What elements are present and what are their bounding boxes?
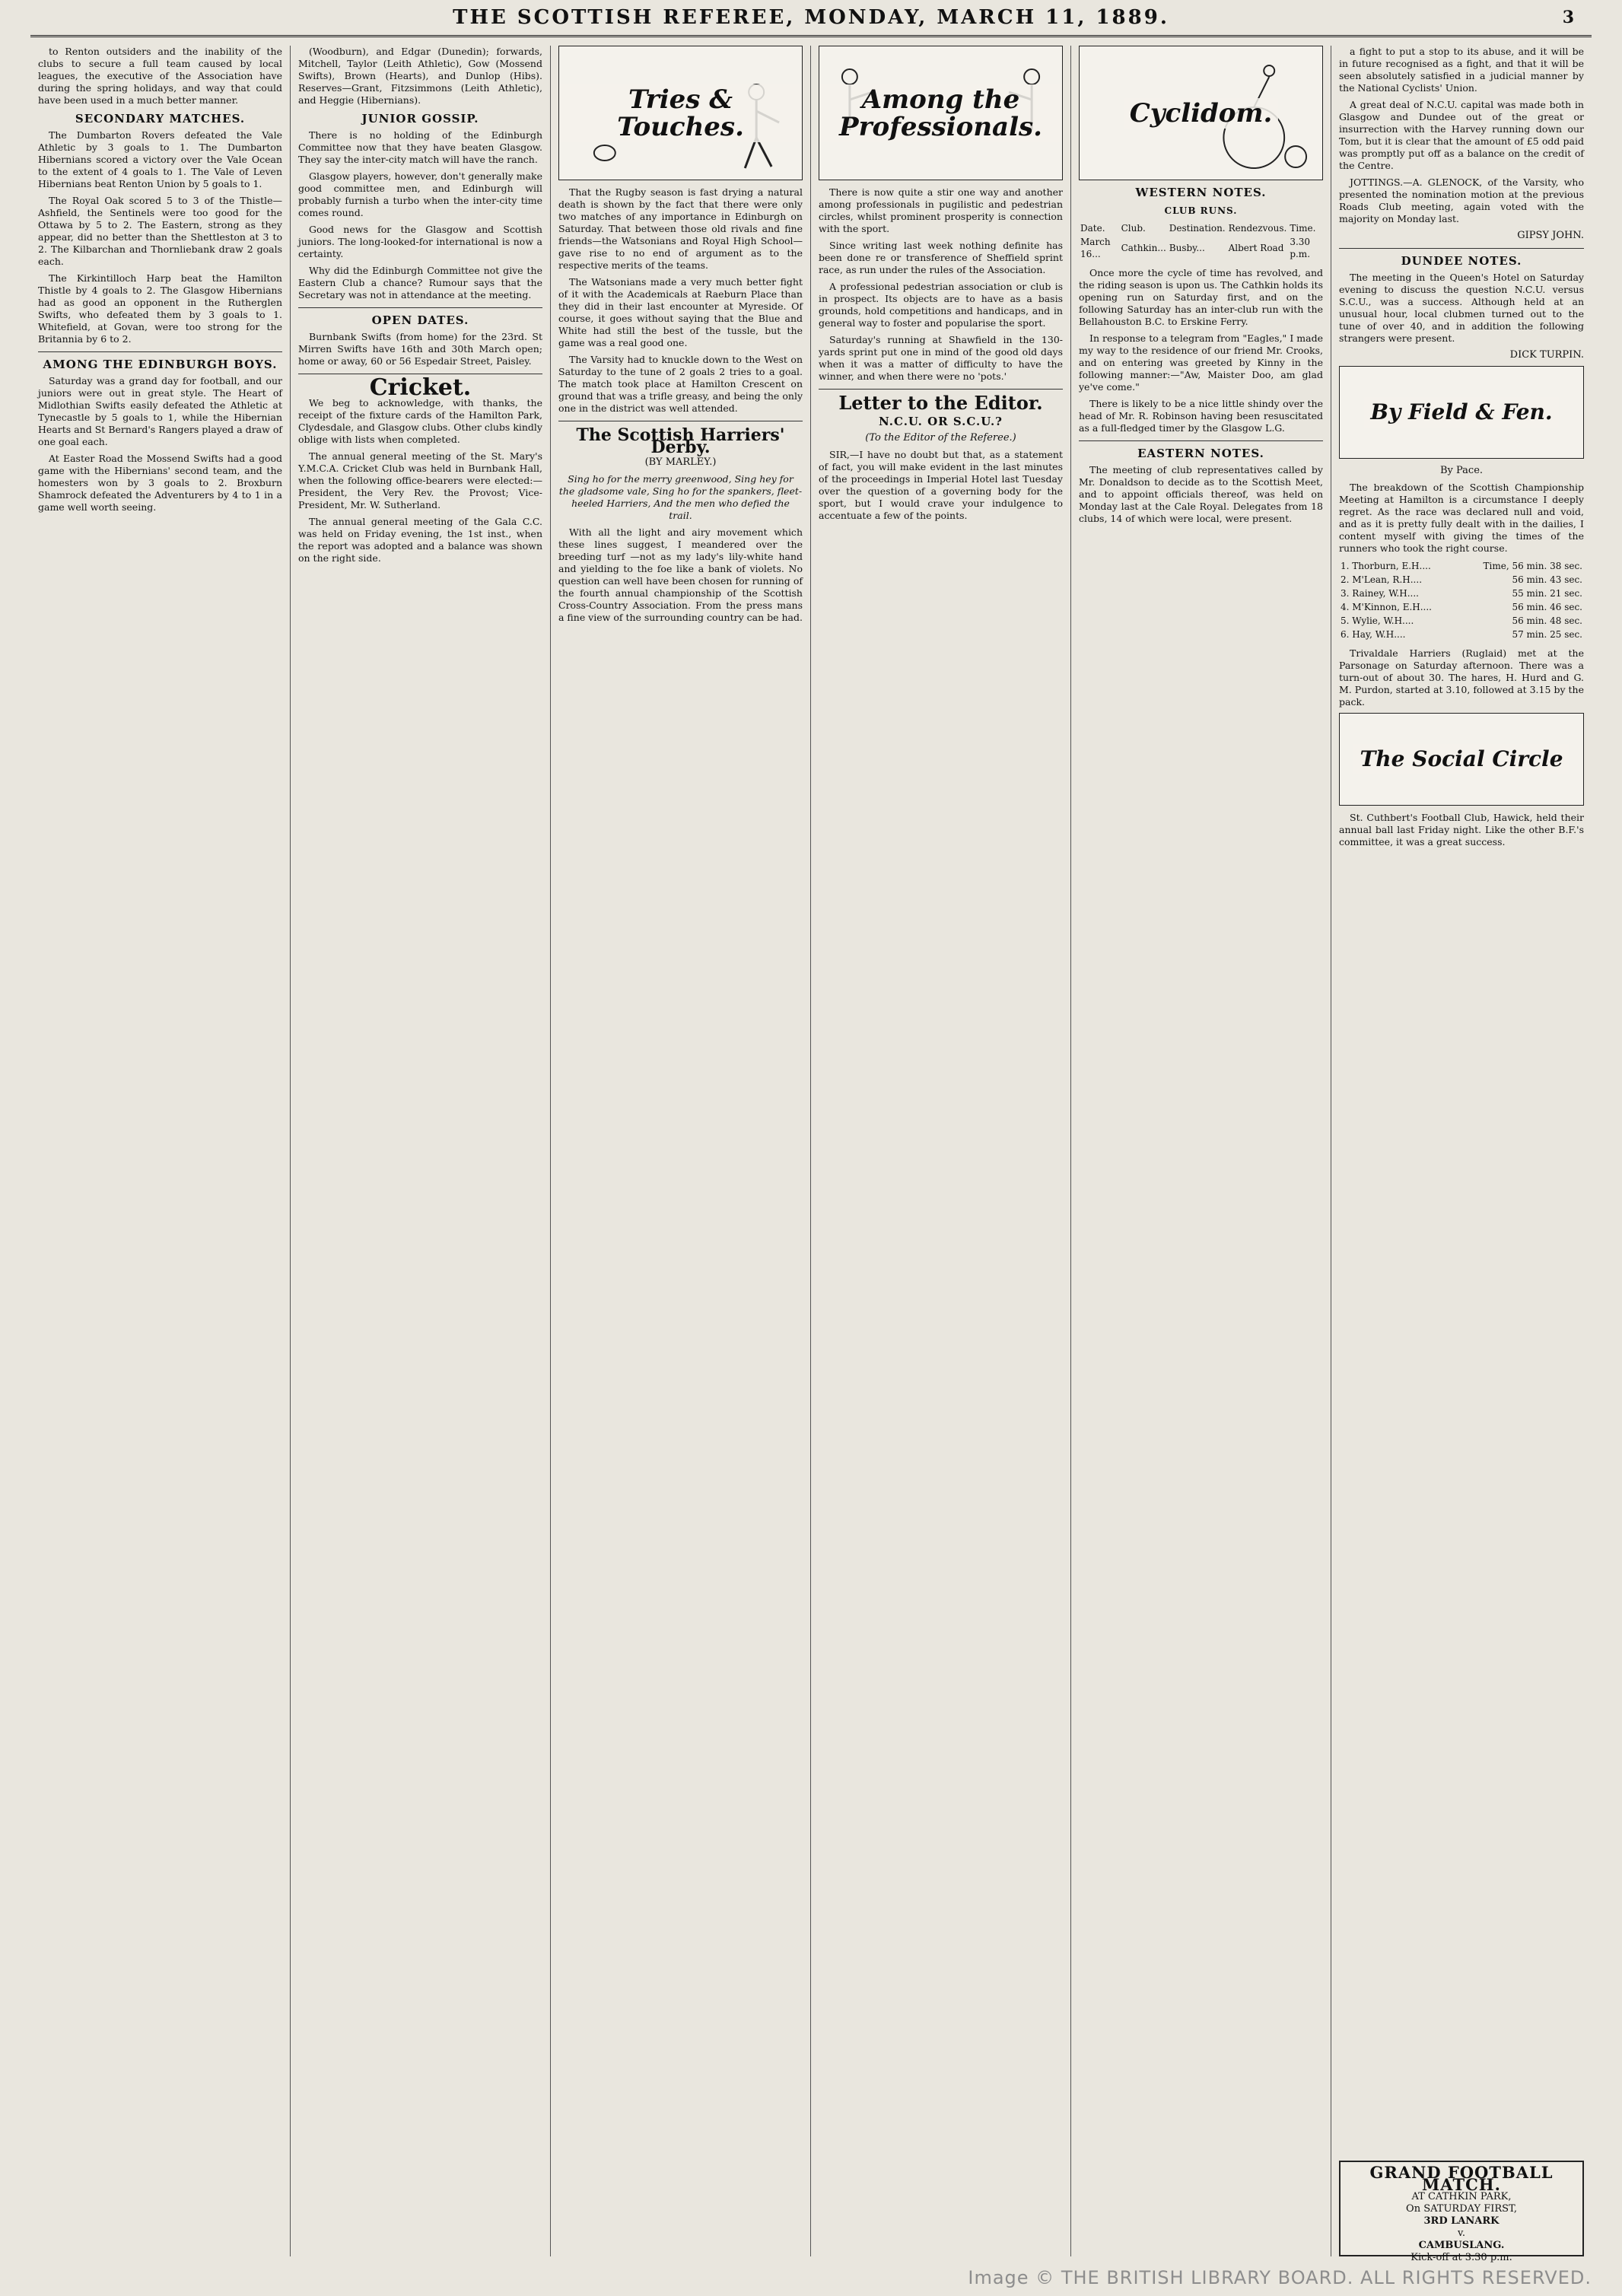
table-cell: 3. Rainey, W.H.... (1341, 588, 1419, 599)
column-5 (1071, 46, 1331, 2256)
article-paragraph: The meeting of club representatives called by Mr. Donaldson to decide as to the Scottish Meet, and to appoint officials thereof, was held on Monday last at the Cale Royal. Delegates from 18 clubs, 14 of which were local, were present. (1079, 464, 1323, 524)
professionals-banner (819, 46, 1063, 180)
article-paragraph: That the Rugby season is fast drying a natural death is shown by the fact that there were only two matches of any importance in Edinburgh on Saturday. That between those old rivals and fine friends—the Watsonians and Royal High School—gave rise to no end of argument as to the respective merits of the teams. (558, 186, 803, 271)
section-heading: DUNDEE NOTES. (1401, 254, 1522, 268)
club-runs-table (1079, 221, 1323, 261)
article-paragraph: Since writing last week nothing definite has been done re or transference of Sheffield sprint race, as run under the rules of the Association. (819, 240, 1063, 275)
article-paragraph: The meeting in the Queen's Hotel on Saturday evening to discuss the question N.C.U. versus S.C.U., was a success. Although held at an unusual hour, local clubmen turned out to the tune of over 40, and in addition the following strangers were present. (1339, 272, 1584, 344)
article-paragraph: There is no holding of the Edinburgh Committee now that they have beaten Glasgow. They say the inter-city match will have the ranch. (298, 129, 542, 165)
table-row (1339, 559, 1584, 573)
signature: GIPSY JOHN. (1517, 230, 1584, 241)
article-paragraph: The Varsity had to knuckle down to the West on Saturday to the tune of 2 goals 2 tries to a goal. The match took place at Hamilton Crescent on ground that was a trifle greasy, and being the only one in the district was well attended. (558, 354, 803, 414)
article-paragraph: In response to a telegram from "Eagles," I made my way to the residence of our friend Mr. Crooks, and on entering was greeted by Kinny in the following manner:—"Aw, Maister Doo, am glad ye've come." (1079, 332, 1323, 393)
table-row (1339, 573, 1584, 587)
copyright-footer: Image © THE BRITISH LIBRARY BOARD. ALL RIGHTS RESERVED. (968, 2267, 1592, 2288)
table-cell: 57 min. 25 sec. (1512, 629, 1582, 640)
divider (298, 307, 542, 308)
divider (1339, 248, 1584, 249)
table-row (1339, 614, 1584, 628)
article-paragraph: Once more the cycle of time has revolved, and the riding season is upon us. The Cathkin holds its opening run on Saturday first, and on the following Saturday has an inter-club run with the Bellahouston B.C. to Erskine Ferry. (1079, 267, 1323, 327)
article-heading: The Scottish Harriers' Derby. (576, 425, 785, 457)
football-match-advert (1339, 2161, 1584, 2263)
cricket-heading: Cricket. (369, 374, 472, 401)
column-2 (291, 46, 551, 2256)
table-cell: 4. M'Kinnon, E.H.... (1341, 602, 1432, 612)
advert-line: AT CATHKIN PARK, (1411, 2191, 1512, 2202)
results-table (1339, 559, 1584, 641)
section-heading: SECONDARY MATCHES. (75, 112, 246, 126)
table-cell: 3.30 p.m. (1290, 237, 1311, 259)
article-paragraph: The annual general meeting of the Gala C.C. was held on Friday evening, the 1st inst., when the report was adopted and a balance was shown on the right side. (298, 516, 542, 564)
table-header-cell: Destination. (1169, 223, 1226, 234)
article-paragraph: The Kirkintilloch Harp beat the Hamilton Thistle by 4 goals to 2. The Glasgow Hibernians had as good an opponent in the Rutherglen Swifts, who defeated them by 3 goals to 1. Whitefield, at Govan, were too strong for the Britannia by 6 to 2. (38, 272, 282, 345)
article-paragraph: The Dumbarton Rovers defeated the Vale Athletic by 3 goals to 1. The Dumbarton Hibernians scored a victory over the Vale Ocean to the extent of 4 goals to 1. The Vale of Leven Hibernians beat Renton Union by 5 goals to 1. (38, 129, 282, 189)
section-subheading: CLUB RUNS. (1164, 205, 1238, 216)
masthead-title: THE SCOTTISH REFEREE, MONDAY, MARCH 11, 1889. (453, 6, 1169, 29)
banner-title: The Social Circle (1353, 744, 1569, 774)
section-heading: WESTERN NOTES. (1135, 186, 1267, 199)
table-cell: 2. M'Lean, R.H.... (1341, 574, 1423, 585)
letter-subheading: N.C.U. OR S.C.U.? (879, 415, 1003, 428)
article-paragraph: There is now quite a stir one way and another among professionals in pugilistic and pedestrian circles, whilst prominent prosperity is connection with the sport. (819, 186, 1063, 234)
table-cell: Cathkin... (1121, 243, 1166, 253)
letter-salutation: (To the Editor of the Referee.) (865, 432, 1016, 444)
table-cell: 56 min. 48 sec. (1512, 615, 1582, 626)
table-header-cell: Time. (1290, 223, 1316, 234)
masthead (30, 0, 1592, 37)
article-paragraph: The Royal Oak scored 5 to 3 of the Thistle—Ashfield, the Sentinels were too good for the Ottawa by 5 to 2. The Eastern, strong as they appear, did no better than the Shettleston at 3 to 2. The Kilbarchan and Thornliebank draw 2 goals each. (38, 195, 282, 267)
advert-line: 3RD LANARK (1423, 2215, 1500, 2227)
byline: By Pace. (1439, 465, 1484, 476)
table-cell: Busby... (1169, 243, 1205, 253)
table-cell: 5. Wylie, W.H.... (1341, 615, 1414, 626)
article-paragraph: Good news for the Glasgow and Scottish juniors. The long-looked-for international is now a certainty. (298, 224, 542, 259)
article-paragraph: a fight to put a stop to its abuse, and it will be in future recognised as a fight, and that it will be seen absolutely satisfied in a judicial manner by the National Cyclists' Union. (1339, 46, 1584, 94)
cyclidom-banner (1079, 46, 1323, 180)
column-4 (811, 46, 1071, 2256)
table-cell: 55 min. 21 sec. (1512, 588, 1582, 599)
article-paragraph: Glasgow players, however, don't generally make good committee men, and Edinburgh will probably furnish a turbo when the inter-city time comes round. (298, 170, 542, 218)
banner-title: Tries & Touches. (559, 84, 802, 142)
table-cell: 56 min. 46 sec. (1512, 602, 1582, 612)
table-header-cell: Rendezvous. (1228, 223, 1287, 234)
divider (819, 389, 1063, 390)
table-header-cell: Date. (1080, 223, 1105, 234)
article-paragraph: (Woodburn), and Edgar (Dunedin); forwards, Mitchell, Taylor (Leith Athletic), Gow (Mossend Swifts), Brown (Hearts), and Dunlop (Hibs). Reserves—Grant, Fitzsimmons (Leith Athletic), and Heggie (Hibernians). (298, 46, 542, 106)
poem-text: Sing ho for the merry greenwood, Sing hey for the gladsome vale, Sing ho for the spankers, fleet-heeled Harriers, And the men who defied the trail. (558, 473, 803, 521)
section-heading: JUNIOR GOSSIP. (361, 112, 479, 126)
social-circle-banner (1339, 713, 1584, 806)
divider (1079, 440, 1323, 441)
article-paragraph: Saturday was a grand day for football, and our juniors were out in great style. The Heart of Midlothian Swifts easily defeated the Athletic at Tynecastle by 5 goals to 1, while the Hibernian Hearts and St Bernard's Rangers played a draw of one goal each. (38, 375, 282, 447)
divider (38, 351, 282, 352)
table-row (1079, 235, 1323, 261)
advert-line: Kick-off at 3.30 p.m. (1411, 2252, 1512, 2263)
banner-title: By Field & Fen. (1364, 397, 1558, 428)
page-number: 3 (1562, 8, 1576, 27)
article-paragraph: Why did the Edinburgh Committee not give the Eastern Club a chance? Rumour says that the Secretary was not in attendance at the meeting. (298, 265, 542, 301)
advert-title: GRAND FOOTBALL MATCH. (1369, 2163, 1554, 2194)
table-row (1339, 628, 1584, 641)
table-row (1339, 600, 1584, 614)
article-paragraph: The Watsonians made a very much better fight of it with the Academicals at Raeburn Place than they did in their last encounter at Myreside. Of course, it goes without saying that the Blue and White had still the best of the tussle, but the game was a real good one. (558, 276, 803, 348)
table-header-cell: Club. (1121, 223, 1146, 234)
table-cell: 56 min. 43 sec. (1512, 574, 1582, 585)
section-heading: EASTERN NOTES. (1137, 447, 1264, 460)
article-paragraph: We beg to acknowledge, with thanks, the receipt of the fixture cards of the Hamilton Park, Clydesdale, and Glasgow clubs. Other clubs kindly oblige with lists when completed. (298, 397, 542, 445)
table-cell: 6. Hay, W.H.... (1341, 629, 1406, 640)
article-paragraph: The annual general meeting of the St. Mary's Y.M.C.A. Cricket Club was held in Burnbank Hall, when the following office-bearers were elected:—President, the Very Rev. the Provost; Vice-President, Mr. W. Sutherland. (298, 450, 542, 510)
column-3 (551, 46, 811, 2256)
article-paragraph: A great deal of N.C.U. capital was made both in Glasgow and Dundee out of the great or insurrection with the Harvey running down our Tom, but it is clear that the amount of £5 odd paid was promptly put off as a balance on the credit of the Centre. (1339, 99, 1584, 171)
article-paragraph: to Renton outsiders and the inability of the clubs to secure a full team caused by local leagues, the executive of the Association have during the spring holidays, and way that could have been used in a much better manner. (38, 46, 282, 106)
column-6 (1331, 46, 1592, 2263)
article-paragraph: The breakdown of the Scottish Championship Meeting at Hamilton is a circumstance I deeply regret. As the race was declared null and void, and as it is pretty fully dealt with in the dailies, I content myself with giving the times of the runners who took the right course. (1339, 482, 1584, 554)
table-cell: Albert Road (1228, 243, 1284, 253)
article-paragraph: JOTTINGS.—A. GLENOCK, of the Varsity, who presented the nomination motion at the previous Roads Club meeting, again voted with the majority on Monday last. (1339, 176, 1584, 224)
tries-touches-banner (558, 46, 803, 180)
table-header-row (1079, 221, 1323, 235)
section-heading: OPEN DATES. (371, 313, 469, 327)
article-paragraph: Saturday's running at Shawfield in the 130-yards sprint put one in mind of the good old days when it was a matter of difficulty to have the winner, and when there were no 'pots.' (819, 334, 1063, 382)
article-paragraph: At Easter Road the Mossend Swifts had a good game with the Hibernians' second team, and the homesters won by 3 goals to 2. Broxburn Shamrock defeated the Adventurers by 4 to 1 in a game well worth seeing. (38, 453, 282, 513)
advert-line: v. (1458, 2228, 1465, 2239)
article-paragraph: There is likely to be a nice little shindy over the head of Mr. R. Robinson having been resuscitated as a full-fledged timer by the Glasgow L.G. (1079, 398, 1323, 434)
banner-title: Cyclidom. (1124, 98, 1279, 129)
banner-title: Among the Professionals. (819, 84, 1062, 142)
article-paragraph: St. Cuthbert's Football Club, Hawick, held their annual ball last Friday night. Like the other B.F.'s committee, it was a great success. (1339, 812, 1584, 847)
columns (30, 46, 1592, 2263)
signature: DICK TURPIN. (1509, 349, 1584, 361)
table-cell: 1. Thorburn, E.H.... (1341, 561, 1431, 571)
table-cell: March 16... (1080, 237, 1111, 259)
advert-line: On SATURDAY FIRST, (1406, 2203, 1517, 2215)
byline: (BY MARLEY.) (644, 456, 717, 468)
article-paragraph: SIR,—I have no doubt but that, as a statement of fact, you will make evident in the last minutes of the proceedings in Imperial Hotel last Tuesday over the question of a governing body for the sport, but I would crave your indulgence to accentuate a few of the points. (819, 449, 1063, 521)
section-heading: AMONG THE EDINBURGH BOYS. (43, 358, 278, 371)
advert-line: CAMBUSLANG. (1418, 2240, 1505, 2251)
table-row (1339, 587, 1584, 600)
column-1 (30, 46, 291, 2256)
field-fen-banner (1339, 366, 1584, 459)
article-paragraph: A professional pedestrian association or club is in prospect. Its objects are to have as a basis grounds, hold competitions and handicaps, and in general way to foster and popularise the sport. (819, 281, 1063, 329)
letter-heading: Letter to the Editor. (838, 392, 1043, 414)
table-cell: Time, 56 min. 38 sec. (1483, 561, 1582, 571)
article-paragraph: Burnbank Swifts (from home) for the 23rd. St Mirren Swifts have 16th and 30th March open; home or away, 60 or 56 Espedair Street, Paisley. (298, 331, 542, 367)
article-paragraph: With all the light and airy movement which these lines suggest, I meandered over the breeding turf —not as my lady's lily-white hand and yielding to the foe like a bank of violets. No question can well have been chosen for running of the fourth annual championship of the Scottish Cross-Country Association. From the press mans a fine view of the surrounding country can be had. (558, 526, 803, 623)
article-paragraph: Trivaldale Harriers (Ruglaid) met at the Parsonage on Saturday afternoon. There was a turn-out of about 30. The hares, H. Hurd and G. M. Purdon, started at 3.10, followed at 3.15 by the pack. (1339, 647, 1584, 708)
